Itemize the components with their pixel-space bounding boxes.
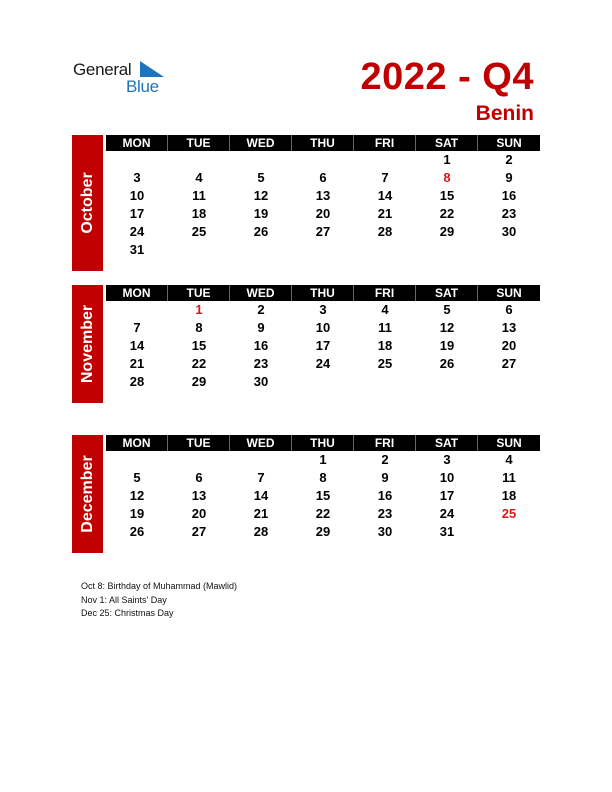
week-row — [106, 337, 540, 355]
weekday-header: SUN — [496, 286, 522, 300]
day-cell: 27 — [191, 524, 207, 539]
week-row — [106, 523, 540, 541]
day-cell: 5 — [133, 470, 141, 485]
day-cell: 9 — [257, 320, 265, 335]
weekday-header: TUE — [168, 135, 230, 151]
week-row — [106, 505, 540, 523]
empty-day-cell — [292, 151, 354, 169]
day-cell: 25 — [377, 356, 393, 371]
day-cell: 23 — [253, 356, 269, 371]
day-cell: 15 — [191, 338, 207, 353]
week-row — [106, 451, 540, 469]
week-row — [106, 319, 540, 337]
day-cell: 9 — [505, 170, 513, 185]
empty-day-cell — [230, 451, 292, 469]
day-cell: 10 — [315, 320, 331, 335]
weekday-header: SAT — [416, 285, 478, 301]
day-cell: 2 — [505, 152, 513, 167]
day-cell: 22 — [439, 206, 455, 221]
weekday-header: TUE — [168, 285, 230, 301]
holiday-note: Dec 25: Christmas Day — [81, 608, 174, 618]
empty-day-cell — [478, 241, 540, 259]
weekday-header: WED — [230, 285, 292, 301]
day-cell: 11 — [192, 188, 206, 203]
month-label-bar — [72, 135, 103, 271]
day-cell: 1 — [319, 452, 327, 467]
day-cell: 15 — [439, 188, 455, 203]
weekday-header: SUN — [496, 136, 522, 150]
month-block-december — [72, 435, 540, 553]
day-cell: 11 — [502, 470, 516, 485]
empty-day-cell — [106, 151, 168, 169]
weekday-header: WED — [230, 435, 292, 451]
weekday-header: THU — [292, 435, 354, 451]
logo-triangle-icon — [140, 61, 164, 77]
day-cell: 20 — [191, 506, 207, 521]
day-cell: 30 — [501, 224, 517, 239]
day-cell: 7 — [381, 170, 389, 185]
day-cell: 6 — [195, 470, 203, 485]
empty-day-cell — [106, 451, 168, 469]
empty-day-cell — [168, 151, 230, 169]
weekday-header: MON — [106, 435, 168, 451]
day-cell: 17 — [439, 488, 455, 503]
day-cell: 4 — [381, 302, 389, 317]
weekday-header: SUN — [496, 436, 522, 450]
country-name: Benin — [475, 102, 534, 125]
day-cell: 16 — [377, 488, 393, 503]
weekday-header: WED — [230, 135, 292, 151]
day-cell: 28 — [253, 524, 269, 539]
weekday-header: SAT — [416, 135, 478, 151]
empty-day-cell — [416, 241, 478, 259]
month-name: December — [78, 455, 96, 533]
empty-day-cell — [416, 373, 478, 391]
day-cell: 27 — [315, 224, 331, 239]
day-cell: 2 — [257, 302, 265, 317]
week-row — [106, 241, 540, 259]
day-cell: 29 — [191, 374, 207, 389]
month-grid — [106, 285, 540, 391]
day-cell: 30 — [377, 524, 393, 539]
day-cell: 18 — [191, 206, 207, 221]
day-cell: 7 — [133, 320, 141, 335]
day-cell: 17 — [315, 338, 331, 353]
day-cell: 2 — [381, 452, 389, 467]
day-cell: 29 — [315, 524, 331, 539]
day-cell: 21 — [253, 506, 269, 521]
weekday-header-row — [106, 135, 540, 151]
day-cell: 1 — [195, 302, 203, 317]
day-cell: 3 — [133, 170, 141, 185]
day-cell: 11 — [378, 320, 392, 335]
day-cell: 14 — [129, 338, 145, 353]
weekday-header: FRI — [354, 435, 416, 451]
week-row — [106, 355, 540, 373]
day-cell: 26 — [439, 356, 455, 371]
day-cell: 18 — [377, 338, 393, 353]
day-cell: 15 — [315, 488, 331, 503]
day-cell: 22 — [191, 356, 207, 371]
day-cell: 18 — [501, 488, 517, 503]
day-cell: 25 — [501, 506, 517, 521]
week-row — [106, 169, 540, 187]
day-cell: 3 — [319, 302, 327, 317]
logo-text-general: General — [73, 60, 132, 79]
day-cell: 24 — [315, 356, 331, 371]
day-cell: 5 — [443, 302, 451, 317]
day-cell: 8 — [443, 170, 451, 185]
week-row — [106, 469, 540, 487]
day-cell: 3 — [443, 452, 451, 467]
day-cell: 10 — [129, 188, 145, 203]
month-block-october — [72, 135, 540, 271]
day-cell: 22 — [315, 506, 331, 521]
weekday-header: MON — [106, 285, 168, 301]
day-cell: 6 — [505, 302, 513, 317]
day-cell: 16 — [253, 338, 269, 353]
month-name: October — [78, 172, 96, 234]
day-cell: 25 — [191, 224, 207, 239]
week-row — [106, 487, 540, 505]
day-cell: 28 — [129, 374, 145, 389]
weekday-header: TUE — [168, 435, 230, 451]
week-row — [106, 373, 540, 391]
month-grid — [106, 435, 540, 541]
empty-day-cell — [168, 451, 230, 469]
weekday-header: FRI — [354, 285, 416, 301]
day-cell: 31 — [439, 524, 455, 539]
day-cell: 9 — [381, 470, 389, 485]
weekday-header-row — [106, 435, 540, 451]
day-cell: 28 — [377, 224, 393, 239]
day-cell: 16 — [501, 188, 517, 203]
empty-day-cell — [354, 241, 416, 259]
day-cell: 8 — [195, 320, 203, 335]
day-cell: 24 — [439, 506, 455, 521]
empty-day-cell — [292, 373, 354, 391]
day-cell: 29 — [439, 224, 455, 239]
weekday-header: THU — [292, 135, 354, 151]
holiday-note: Nov 1: All Saints' Day — [81, 594, 167, 605]
day-cell: 17 — [129, 206, 145, 221]
day-cell: 14 — [377, 188, 393, 203]
day-cell: 23 — [377, 506, 393, 521]
day-cell: 8 — [319, 470, 327, 485]
day-cell: 30 — [253, 374, 269, 389]
logo-text-blue: Blue — [126, 77, 159, 96]
day-cell: 19 — [253, 206, 269, 221]
day-cell: 4 — [505, 452, 513, 467]
day-cell: 5 — [257, 170, 265, 185]
brand-logo — [73, 60, 183, 100]
day-cell: 24 — [129, 224, 145, 239]
month-grid — [106, 135, 540, 259]
weekday-header: MON — [106, 135, 168, 151]
empty-day-cell — [168, 241, 230, 259]
week-row — [106, 151, 540, 169]
day-cell: 20 — [315, 206, 331, 221]
empty-day-cell — [230, 151, 292, 169]
holiday-notes — [81, 580, 237, 621]
month-label-bar — [72, 285, 103, 403]
week-row — [106, 205, 540, 223]
day-cell: 14 — [253, 488, 269, 503]
day-cell: 12 — [129, 488, 145, 503]
month-block-november — [72, 285, 540, 403]
day-cell: 13 — [191, 488, 207, 503]
weekday-header: FRI — [354, 135, 416, 151]
weekday-header-row — [106, 285, 540, 301]
day-cell: 4 — [195, 170, 203, 185]
day-cell: 27 — [501, 356, 517, 371]
day-cell: 1 — [443, 152, 451, 167]
day-cell: 26 — [129, 524, 145, 539]
day-cell: 12 — [439, 320, 455, 335]
empty-day-cell — [478, 373, 540, 391]
day-cell: 6 — [319, 170, 327, 185]
week-row — [106, 223, 540, 241]
day-cell: 19 — [129, 506, 145, 521]
weekday-header: SAT — [416, 435, 478, 451]
page-title: 2022 - Q4 — [360, 56, 534, 98]
day-cell: 12 — [253, 188, 269, 203]
day-cell: 20 — [501, 338, 517, 353]
holiday-note: Oct 8: Birthday of Muhammad (Mawlid) — [81, 581, 238, 591]
empty-day-cell — [478, 523, 540, 541]
month-name: November — [78, 304, 96, 384]
day-cell: 21 — [377, 206, 393, 221]
empty-day-cell — [354, 373, 416, 391]
day-cell: 19 — [439, 338, 455, 353]
empty-day-cell — [292, 241, 354, 259]
month-label-bar — [72, 435, 103, 553]
week-row — [106, 301, 540, 319]
empty-day-cell — [354, 151, 416, 169]
day-cell: 21 — [129, 356, 145, 371]
week-row — [106, 187, 540, 205]
day-cell: 23 — [501, 206, 517, 221]
empty-day-cell — [106, 301, 168, 319]
day-cell: 7 — [257, 470, 265, 485]
day-cell: 13 — [501, 320, 517, 335]
empty-day-cell — [230, 241, 292, 259]
day-cell: 31 — [129, 242, 145, 257]
weekday-header: THU — [292, 285, 354, 301]
day-cell: 26 — [253, 224, 269, 239]
day-cell: 13 — [315, 188, 331, 203]
day-cell: 10 — [439, 470, 455, 485]
